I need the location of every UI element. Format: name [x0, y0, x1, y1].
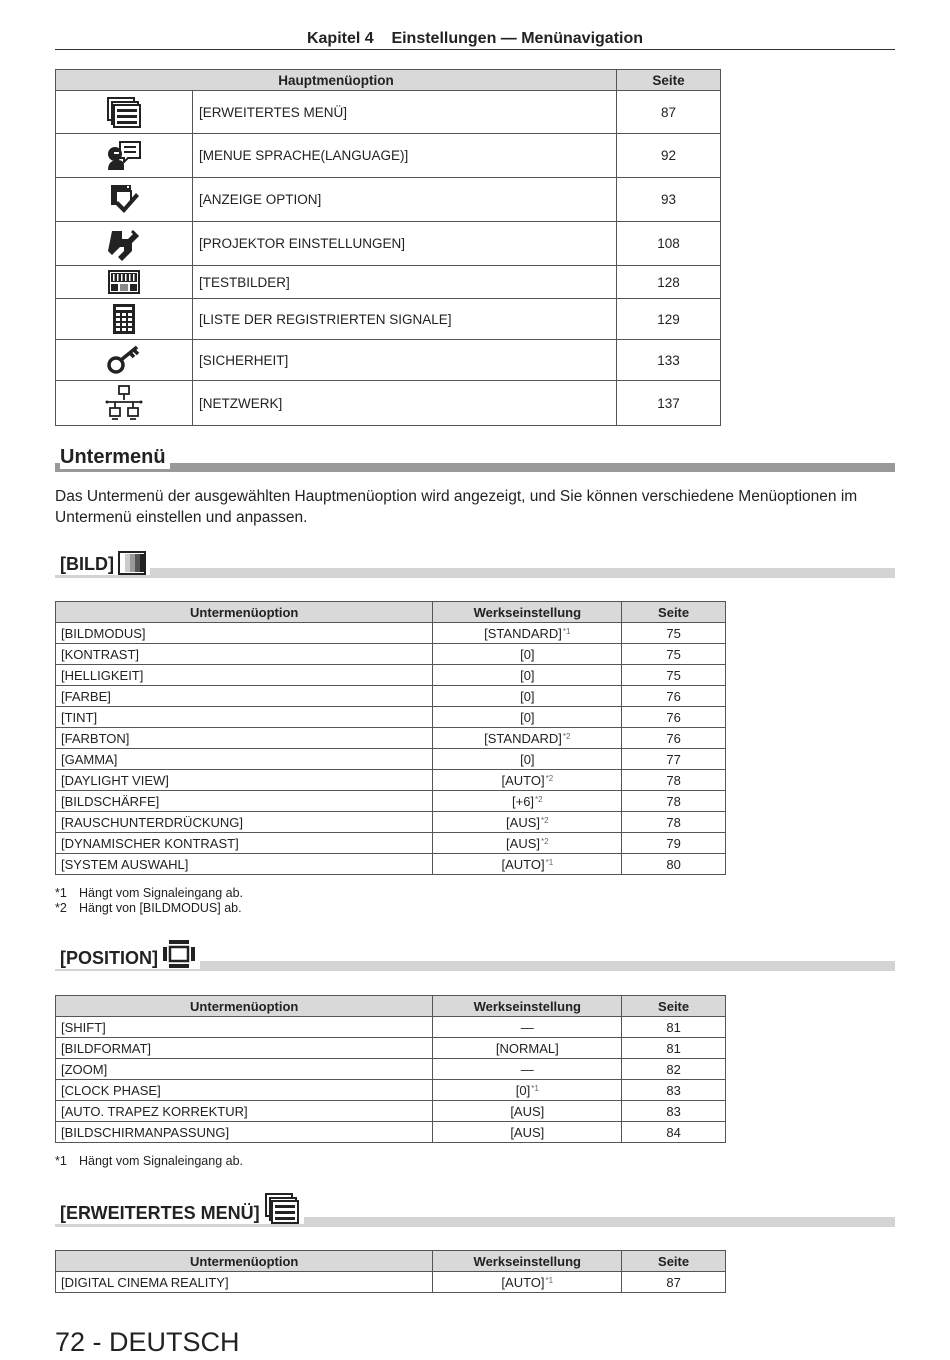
main-menu-page: 137	[617, 381, 721, 426]
table-row	[56, 812, 726, 833]
advanced-menu-icon	[106, 96, 142, 128]
main-menu-table	[55, 69, 721, 426]
header-page: Seite	[622, 1251, 726, 1272]
default-value: [0]	[520, 751, 535, 767]
network-icon	[105, 385, 143, 421]
table-row	[56, 1038, 726, 1059]
page-cell: 83	[622, 1080, 726, 1101]
table-row	[56, 770, 726, 791]
option-cell: [ZOOM]	[56, 1059, 433, 1080]
header-default: Werkseinstellung	[433, 602, 622, 623]
table-row	[56, 707, 726, 728]
header-option: Untermenüoption	[56, 996, 433, 1017]
position-footnotes	[55, 1154, 243, 1169]
option-cell: [GAMMA]	[56, 749, 433, 770]
picture-icon	[118, 551, 146, 575]
option-cell: [AUTO. TRAPEZ KORREKTUR]	[56, 1101, 433, 1122]
default-cell	[433, 728, 622, 749]
option-cell: [TINT]	[56, 707, 433, 728]
default-cell	[433, 1038, 622, 1059]
table-row	[56, 1080, 726, 1101]
footnote-marker: *1	[545, 1275, 554, 1285]
subsection-erweitert	[55, 1192, 304, 1224]
erweitert-table	[55, 1250, 726, 1293]
table-row	[56, 665, 726, 686]
bild-table	[55, 601, 726, 875]
position-icon	[162, 939, 196, 969]
default-value: [AUTO]	[501, 856, 545, 872]
default-value: [AUS]	[506, 814, 541, 830]
default-value: [AUS]	[510, 1124, 545, 1140]
default-value: [AUS]	[506, 835, 541, 851]
page-cell: 87	[622, 1272, 726, 1293]
page-cell: 75	[622, 623, 726, 644]
default-value: [AUTO]	[501, 1274, 545, 1290]
header-page: Seite	[622, 996, 726, 1017]
default-cell	[433, 1017, 622, 1038]
default-cell	[433, 1101, 622, 1122]
footnote: *1 Hängt vom Signaleingang ab.	[55, 886, 244, 900]
option-cell: [DYNAMISCHER KONTRAST]	[56, 833, 433, 854]
table-row	[56, 1272, 726, 1293]
option-cell: [BILDSCHIRMANPASSUNG]	[56, 1122, 433, 1143]
page-cell: 75	[622, 665, 726, 686]
page-cell: 78	[622, 812, 726, 833]
page-cell: 75	[622, 644, 726, 665]
default-cell	[433, 686, 622, 707]
main-menu-page: 87	[617, 91, 721, 134]
main-menu-row	[56, 266, 721, 299]
option-cell: [HELLIGKEIT]	[56, 665, 433, 686]
default-value: —	[520, 1061, 534, 1077]
key-icon	[106, 345, 142, 375]
main-table-header-page: Seite	[617, 70, 721, 91]
table-row	[56, 1122, 726, 1143]
default-cell	[433, 833, 622, 854]
table-row	[56, 791, 726, 812]
default-cell	[433, 791, 622, 812]
main-menu-label: [PROJEKTOR EINSTELLUNGEN]	[193, 222, 617, 266]
main-menu-label: [ANZEIGE OPTION]	[193, 178, 617, 222]
default-value: [AUS]	[510, 1103, 545, 1119]
default-cell	[433, 644, 622, 665]
table-row	[56, 1059, 726, 1080]
main-menu-label: [TESTBILDER]	[193, 266, 617, 299]
default-cell	[433, 665, 622, 686]
chapter-header: Kapitel 4 Einstellungen — Menünavigation	[306, 30, 644, 47]
subsection-position	[55, 939, 200, 969]
default-value: [AUTO]	[501, 772, 545, 788]
main-menu-page: 92	[617, 134, 721, 178]
table-row	[56, 833, 726, 854]
default-value: [0]	[520, 646, 535, 662]
option-cell: [FARBE]	[56, 686, 433, 707]
option-cell: [DAYLIGHT VIEW]	[56, 770, 433, 791]
page-cell: 84	[622, 1122, 726, 1143]
subsection-title-position: [POSITION]	[60, 948, 158, 968]
page-cell: 76	[622, 707, 726, 728]
table-row	[56, 854, 726, 875]
table-row	[56, 623, 726, 644]
default-cell	[433, 749, 622, 770]
footnote-marker: *2	[545, 773, 554, 783]
table-row	[56, 728, 726, 749]
section-title-untermenu: Untermenü	[60, 446, 170, 469]
header-page: Seite	[622, 602, 726, 623]
option-cell: [SHIFT]	[56, 1017, 433, 1038]
wrench-icon	[106, 227, 142, 261]
table-row	[56, 749, 726, 770]
option-cell: [DIGITAL CINEMA REALITY]	[56, 1272, 433, 1293]
page-cell: 79	[622, 833, 726, 854]
default-value: [0]	[520, 709, 535, 725]
page-cell: 78	[622, 791, 726, 812]
page-cell: 76	[622, 686, 726, 707]
main-menu-row	[56, 299, 721, 340]
default-value: [STANDARD]	[484, 730, 562, 746]
default-cell	[433, 812, 622, 833]
page-cell: 82	[622, 1059, 726, 1080]
default-cell	[433, 1122, 622, 1143]
intro-paragraph: Das Untermenü der ausgewählten Hauptmenüoption wird angezeigt, und Sie können verschiedene Menüoptionen im Untermenü einstellen und anpassen.	[55, 488, 858, 526]
main-menu-page: 108	[617, 222, 721, 266]
default-cell	[433, 1080, 622, 1101]
default-value: [NORMAL]	[495, 1040, 559, 1056]
default-value: [STANDARD]	[484, 625, 562, 641]
erweitert-table-body	[56, 1272, 726, 1293]
footnote-marker: *2	[541, 836, 549, 846]
main-menu-page: 93	[617, 178, 721, 222]
main-menu-label: [LISTE DER REGISTRIERTEN SIGNALE]	[193, 299, 617, 340]
footnote: *2 Hängt von [BILDMODUS] ab.	[55, 901, 242, 915]
test-pattern-icon	[108, 270, 140, 294]
main-menu-row	[56, 222, 721, 266]
main-menu-label: [MENUE SPRACHE(LANGUAGE)]	[193, 134, 617, 178]
default-cell	[433, 707, 622, 728]
main-menu-label: [SICHERHEIT]	[193, 340, 617, 381]
main-menu-row	[56, 178, 721, 222]
page-cell: 78	[622, 770, 726, 791]
advanced-menu-icon	[264, 1192, 300, 1224]
subsection-title-bild: [BILD]	[60, 554, 114, 574]
footnote-marker: *2	[562, 731, 571, 741]
header-option: Untermenüoption	[56, 602, 433, 623]
default-value: [0]	[520, 667, 535, 683]
option-cell: [CLOCK PHASE]	[56, 1080, 433, 1101]
main-menu-label: [ERWEITERTES MENÜ]	[193, 91, 617, 134]
main-menu-row	[56, 134, 721, 178]
bild-footnotes	[55, 886, 243, 916]
main-table-header-option: Hauptmenüoption	[56, 70, 617, 91]
position-table-body	[56, 1017, 726, 1143]
option-cell: [SYSTEM AUSWAHL]	[56, 854, 433, 875]
page-footer: 72 - DEUTSCH	[55, 1327, 240, 1357]
header-rule	[55, 49, 895, 50]
default-cell	[433, 623, 622, 644]
table-row	[56, 1017, 726, 1038]
main-menu-row	[56, 91, 721, 134]
position-table	[55, 995, 726, 1143]
option-cell: [BILDFORMAT]	[56, 1038, 433, 1059]
footnote: *1 Hängt vom Signaleingang ab.	[55, 1154, 244, 1168]
default-cell	[433, 1059, 622, 1080]
page-cell: 83	[622, 1101, 726, 1122]
section-rule	[55, 463, 895, 472]
page-cell: 81	[622, 1017, 726, 1038]
signal-list-icon	[111, 303, 137, 335]
footnote-marker: *2	[535, 794, 543, 804]
footnote-marker: *1	[545, 857, 554, 867]
page-cell: 76	[622, 728, 726, 749]
option-cell: [KONTRAST]	[56, 644, 433, 665]
table-row	[56, 1101, 726, 1122]
default-value: [+6]	[512, 793, 535, 809]
default-value: [0]	[520, 688, 535, 704]
footnote-marker: *1	[531, 1083, 539, 1093]
main-menu-page: 128	[617, 266, 721, 299]
main-menu-page: 133	[617, 340, 721, 381]
main-menu-row	[56, 381, 721, 426]
default-cell	[433, 770, 622, 791]
subsection-bild	[55, 551, 150, 575]
main-menu-page: 129	[617, 299, 721, 340]
option-cell: [BILDSCHÄRFE]	[56, 791, 433, 812]
option-cell: [RAUSCHUNTERDRÜCKUNG]	[56, 812, 433, 833]
header-default: Werkseinstellung	[433, 996, 622, 1017]
page-cell: 80	[622, 854, 726, 875]
page-cell: 77	[622, 749, 726, 770]
header-option: Untermenüoption	[56, 1251, 433, 1272]
main-menu-row	[56, 340, 721, 381]
main-menu-label: [NETZWERK]	[193, 381, 617, 426]
header-default: Werkseinstellung	[433, 1251, 622, 1272]
table-row	[56, 644, 726, 665]
option-cell: [BILDMODUS]	[56, 623, 433, 644]
footnote-marker: *2	[541, 815, 549, 825]
default-cell	[433, 854, 622, 875]
bild-table-body	[56, 623, 726, 875]
footnote-marker: *1	[562, 626, 571, 636]
table-row	[56, 686, 726, 707]
page-cell: 81	[622, 1038, 726, 1059]
option-cell: [FARBTON]	[56, 728, 433, 749]
subsection-title-erweitert: [ERWEITERTES MENÜ]	[60, 1203, 260, 1223]
subsection-rule	[55, 568, 895, 578]
language-speech-icon	[106, 140, 142, 172]
default-value: [0]	[515, 1082, 531, 1098]
default-value: —	[520, 1019, 534, 1035]
default-cell	[433, 1272, 622, 1293]
display-option-icon	[106, 183, 142, 217]
